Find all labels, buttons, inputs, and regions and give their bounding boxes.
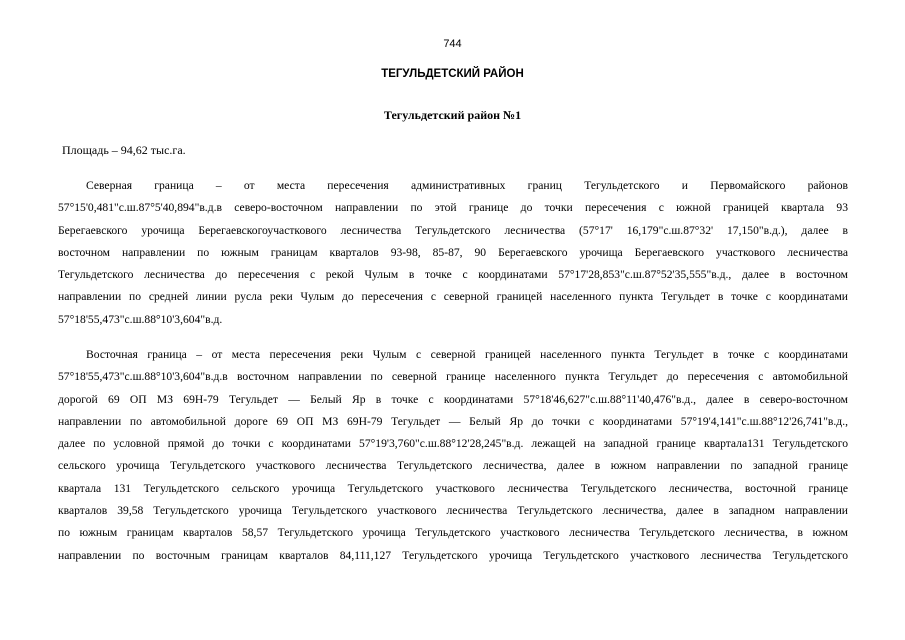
text-line: Восточная граница – от места пересечения реки Чулым с северной границей населенного пункта Тегульдет в точке с координатами [86,348,848,361]
page-number: 744 [443,38,462,50]
text-line: восточном направлении по южным границам кварталов 93-98, 85-87, 90 Берегаевского урочища Берегаевского участкового лесничества [58,245,848,259]
text-line: 57°18'55,473"с.ш.88°10'3,604"в.д. [58,312,223,326]
area-text: Площадь – 94,62 тыс.га. [62,143,186,157]
text-line: направлении по средней линии русла реки Чулым до пересечения с северной границей населенного пункта Тегульдет в точке с координатами [58,290,848,304]
text-line: 57°15'0,481"с.ш.87°5'40,894"в.д.в северо-восточном направлении по этой границе до точки пересечения с южной границей квартала 93 [58,201,848,215]
text-line: кварталов 39,58 Тегульдетского урочища Тегульдетского участкового лесничества Тегульдетского лесничества, далее в западном направлении [58,504,848,518]
text-line: квартала 131 Тегульдетского сельского урочища Тегульдетского участкового лесничества Тегульдетского лесничества, восточной границе [58,481,848,495]
text-line: Северная граница – от места пересечения административных границ Тегульдетского и Первомайского районов [86,179,848,192]
text-line: по южным границам кварталов 58,57 Тегульдетского урочища Тегульдетского участкового лесничества Тегульдетского лесничества, в южном [58,526,848,540]
northern-boundary-paragraph [58,175,848,331]
text-line: направлении по восточным границам кварталов 84,111,127 Тегульдетского урочища Тегульдетского участкового лесничества Тегульдетского [58,548,848,562]
text-line: направлении по автомобильной дороге 69 ОП МЗ 69Н-79 Тегульдет — Белый Яр до точки с координатами 57°19'4,141"с.ш.88°12'26,741"в.д., [58,414,848,428]
text-line: сельского урочища Тегульдетского участкового лесничества Тегульдетского лесничества, далее в южном направлении по западной границе [58,459,848,473]
text-line: 57°18'55,473"с.ш.88°10'3,604"в.д.в восточном направлении по северной границе населенного пункта Тегульдет до пересечения с автомобильной [58,370,848,384]
text-line: Берегаевского урочища Берегаевскогоучасткового лесничества Тегульдетского лесничества (57°17' 16,179"с.ш.87°32' 17,150"в.д.), далее в [58,223,848,237]
page-title: ТЕГУЛЬДЕТСКИЙ РАЙОН [381,68,524,80]
eastern-boundary-paragraph [58,344,848,567]
text-line: Тегульдетского лесничества до пересечения с рекой Чулым в точке с координатами 57°17'28,853"с.ш.87°52'35,555"в.д., далее в восточном [58,268,848,282]
section-title: Тегульдетский район №1 [383,108,522,122]
text-line: дорогой 69 ОП МЗ 69Н-79 Тегульдет — Белый Яр в точке с координатами 57°18'46,627"с.ш.88°11'40,476"в.д., далее в северо-восточном [58,392,848,406]
text-line: далее по условной прямой до точки с координатами 57°19'3,760"с.ш.88°12'28,245"в.д. лежащей на западной границе квартала131 Тегульдетского [58,437,848,451]
